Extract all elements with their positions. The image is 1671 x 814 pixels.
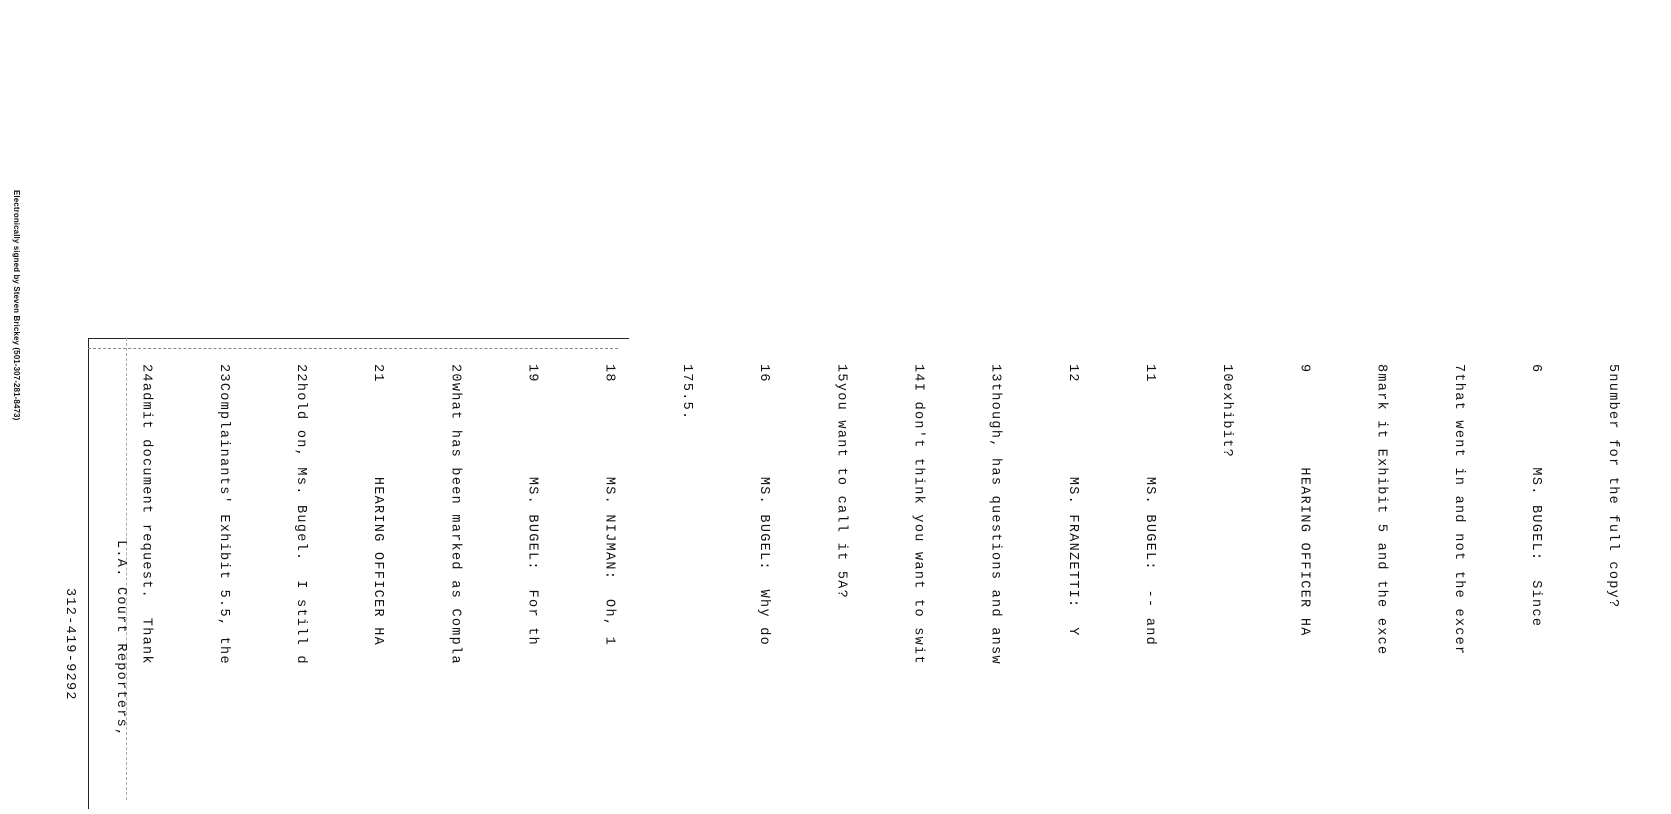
transcript-line xyxy=(1208,364,1238,814)
line-text: I don't think you want to swit xyxy=(910,382,926,665)
transcript-line xyxy=(745,364,775,814)
line-text: MS. BUGEL: Why do xyxy=(756,382,772,647)
line-number: 23 xyxy=(215,364,231,383)
line-text: HEARING OFFICER HA xyxy=(370,382,386,647)
transcript-line xyxy=(1363,364,1393,814)
line-number: 10 xyxy=(1219,364,1235,383)
transcript-line xyxy=(1131,364,1161,814)
line-text: you want to call it 5A? xyxy=(833,382,849,600)
line-number: 11 xyxy=(1142,364,1158,383)
page-footer xyxy=(44,540,163,810)
line-text: 5.5. xyxy=(678,382,694,421)
line-number: 15 xyxy=(833,364,849,383)
transcript-line xyxy=(977,364,1007,814)
line-text: mark it Exhibit 5 and the exce xyxy=(1373,373,1389,656)
line-number: 22 xyxy=(292,364,308,383)
line-number: 12 xyxy=(1064,364,1080,383)
transcript-line xyxy=(1285,364,1315,814)
transcript-line xyxy=(591,364,621,814)
page-top-rule xyxy=(88,348,618,349)
line-text: HEARING OFFICER HA xyxy=(1296,373,1312,637)
line-text: MS. NIJMAN: Oh, 1 xyxy=(601,382,617,647)
transcript-lines xyxy=(104,364,1671,814)
line-text: MS. BUGEL: -- and xyxy=(1142,382,1158,647)
line-number: 17 xyxy=(678,364,694,383)
line-number: 9 xyxy=(1296,364,1312,374)
line-text: MS. FRANZETTI: Y xyxy=(1064,382,1080,637)
transcript-line xyxy=(282,364,312,814)
transcript-line xyxy=(205,364,235,814)
line-number: 19 xyxy=(524,364,540,383)
line-number: 8 xyxy=(1373,364,1389,374)
transcript-line xyxy=(899,364,929,814)
line-number: 16 xyxy=(756,364,772,383)
line-number: 6 xyxy=(1527,364,1543,374)
line-number: 21 xyxy=(370,364,386,383)
line-text: number for the full copy? xyxy=(1605,373,1621,609)
line-number: 14 xyxy=(910,364,926,383)
line-text: what has been marked as Compla xyxy=(447,382,463,665)
line-text: MS. BUGEL: Since xyxy=(1527,373,1543,628)
line-text: hold on, Ms. Bugel. I still d xyxy=(292,382,308,665)
transcript-line xyxy=(822,364,852,814)
line-text: admit document request. Thank xyxy=(138,382,154,665)
transcript-line xyxy=(359,364,389,814)
transcript-line xyxy=(436,364,466,814)
footer-phone: 312-419-9292 xyxy=(62,588,77,701)
transcript-line xyxy=(1054,364,1084,814)
electronic-signature: Electronically signed by Steven Brickey (501-307-281-8473) xyxy=(12,190,21,421)
line-text: that went in and not the excer xyxy=(1450,373,1466,656)
line-number: 13 xyxy=(987,364,1003,383)
line-number: 7 xyxy=(1450,364,1466,374)
transcript-line xyxy=(1440,364,1470,814)
line-number: 18 xyxy=(601,364,617,383)
transcript-line xyxy=(668,364,698,814)
line-text: MS. BUGEL: For th xyxy=(524,382,540,647)
line-text: though, has questions and answ xyxy=(987,382,1003,665)
transcript-line xyxy=(1517,364,1547,814)
line-number: 20 xyxy=(447,364,463,383)
line-text: exhibit? xyxy=(1219,382,1235,459)
footer-company: L.A. Court Reporters, xyxy=(113,540,128,738)
line-number: 24 xyxy=(138,364,154,383)
transcript-line xyxy=(514,364,544,814)
line-text: Complainants' Exhibit 5.5, the xyxy=(215,382,231,665)
transcript-line xyxy=(1594,364,1624,814)
line-number: 5 xyxy=(1605,364,1621,374)
